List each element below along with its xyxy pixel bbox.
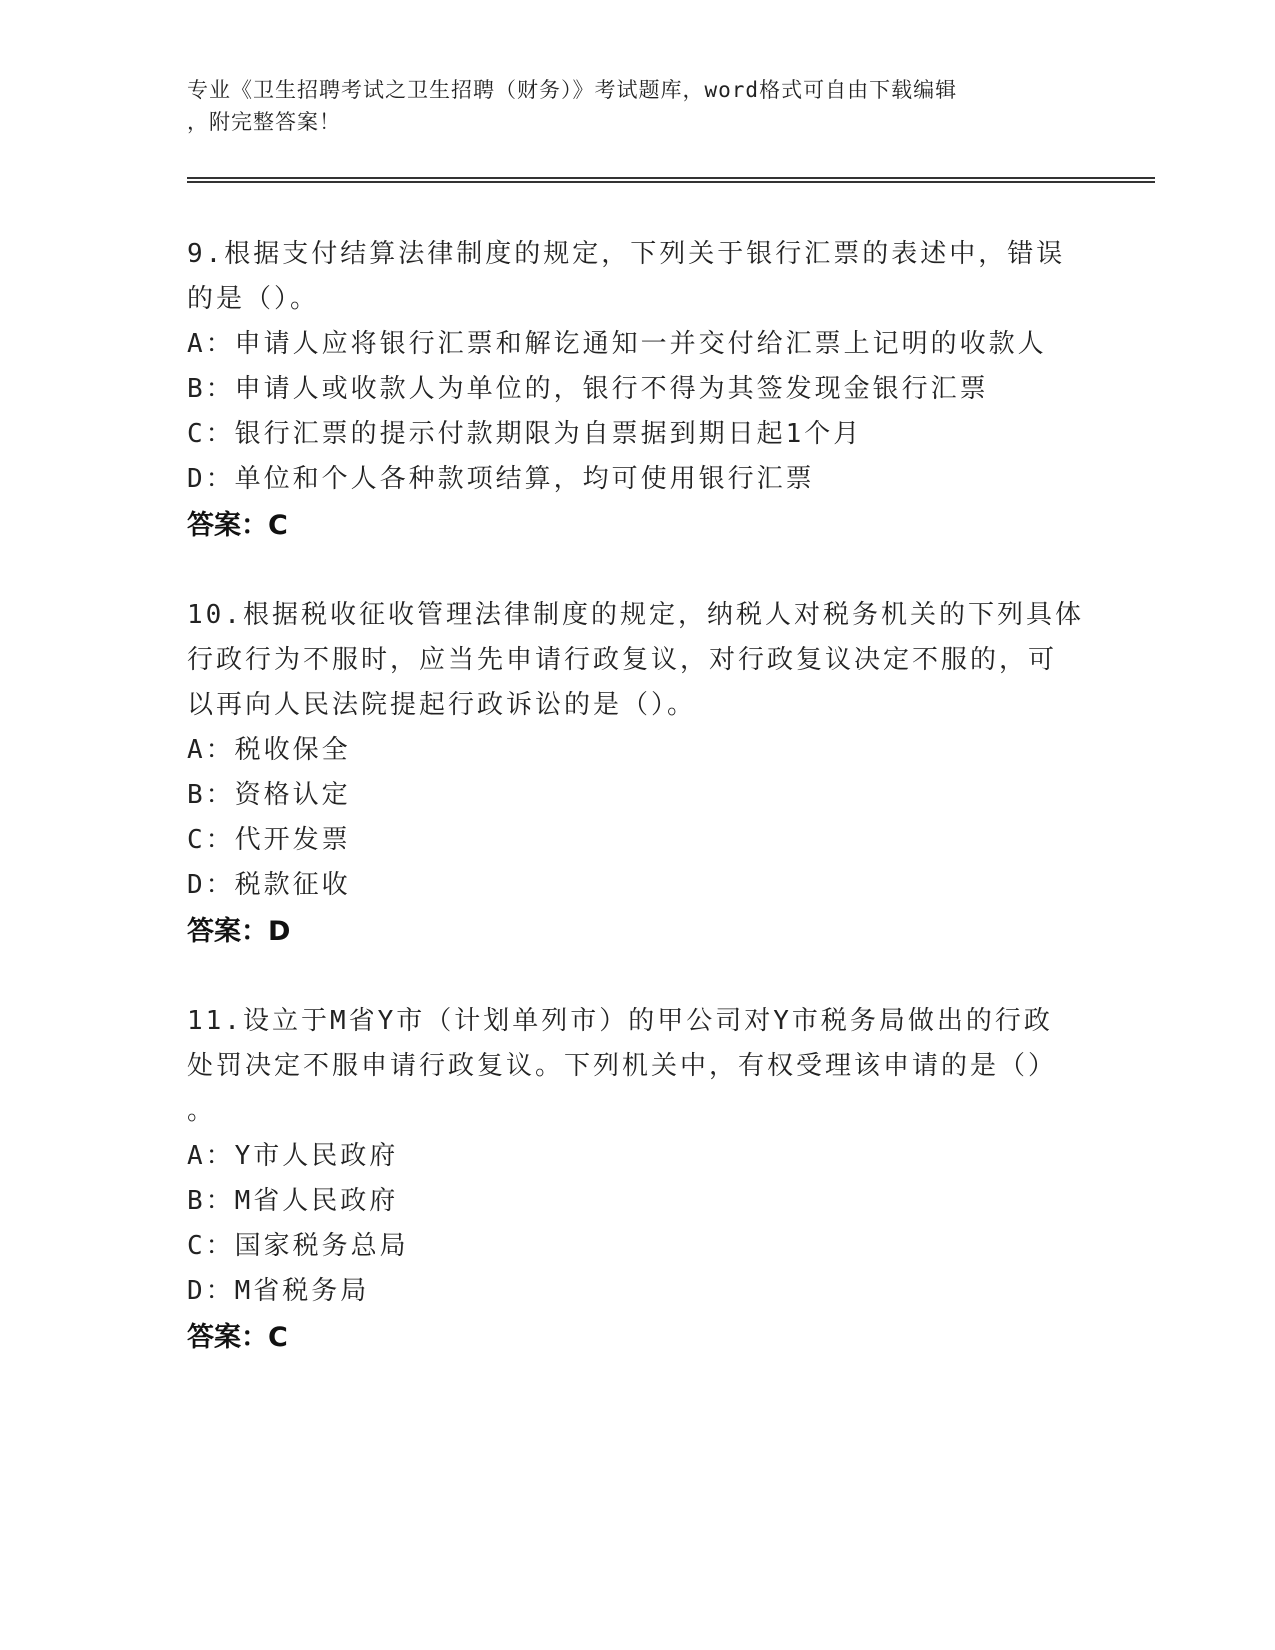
question-stem-line: 处罚决定不服申请行政复议。下列机关中，有权受理该申请的是（）	[187, 1051, 1058, 1081]
option-c: C：国家税务总局	[187, 1231, 409, 1261]
option-b: B：资格认定	[187, 780, 351, 810]
question-list	[187, 232, 1087, 1405]
answer: 答案：D	[187, 916, 291, 947]
option-d: D：税款征收	[187, 870, 351, 900]
option-d: D：单位和个人各种款项结算，均可使用银行汇票	[187, 464, 815, 494]
option-c: C：代开发票	[187, 825, 351, 855]
question-11	[187, 999, 1087, 1361]
option-c: C：银行汇票的提示付款期限为自票据到期日起1个月	[187, 419, 863, 449]
answer: 答案：C	[187, 510, 288, 541]
header-line-1: 专业《卫生招聘考试之卫生招聘（财务）》考试题库，word格式可自由下载编辑	[187, 78, 958, 102]
answer: 答案：C	[187, 1322, 288, 1353]
question-stem-line: 9.根据支付结算法律制度的规定，下列关于银行汇票的表述中，错误	[187, 239, 1066, 269]
option-a: A：税收保全	[187, 735, 351, 765]
question-stem-line: 的是（）。	[187, 284, 320, 314]
question-stem-line: 10.根据税收征收管理法律制度的规定，纳税人对税务机关的下列具体	[187, 600, 1084, 630]
header-double-rule	[187, 177, 1155, 183]
document-header	[187, 74, 1067, 138]
question-stem-line: 。	[187, 1096, 217, 1126]
option-a: A：申请人应将银行汇票和解讫通知一并交付给汇票上记明的收款人	[187, 329, 1047, 359]
question-stem-line: 以再向人民法院提起行政诉讼的是（）。	[187, 690, 697, 720]
option-d: D：M省税务局	[187, 1276, 370, 1306]
option-b: B：M省人民政府	[187, 1186, 399, 1216]
question-stem-line: 行政行为不服时，应当先申请行政复议，对行政复议决定不服的，可	[187, 645, 1058, 675]
option-b: B：申请人或收款人为单位的，银行不得为其签发现金银行汇票	[187, 374, 989, 404]
question-stem-line: 11.设立于M省Y市（计划单列市）的甲公司对Y市税务局做出的行政	[187, 1006, 1053, 1036]
question-9	[187, 232, 1087, 549]
option-a: A：Y市人民政府	[187, 1141, 399, 1171]
question-10	[187, 593, 1087, 955]
header-line-2: ，附完整答案！	[187, 110, 341, 134]
